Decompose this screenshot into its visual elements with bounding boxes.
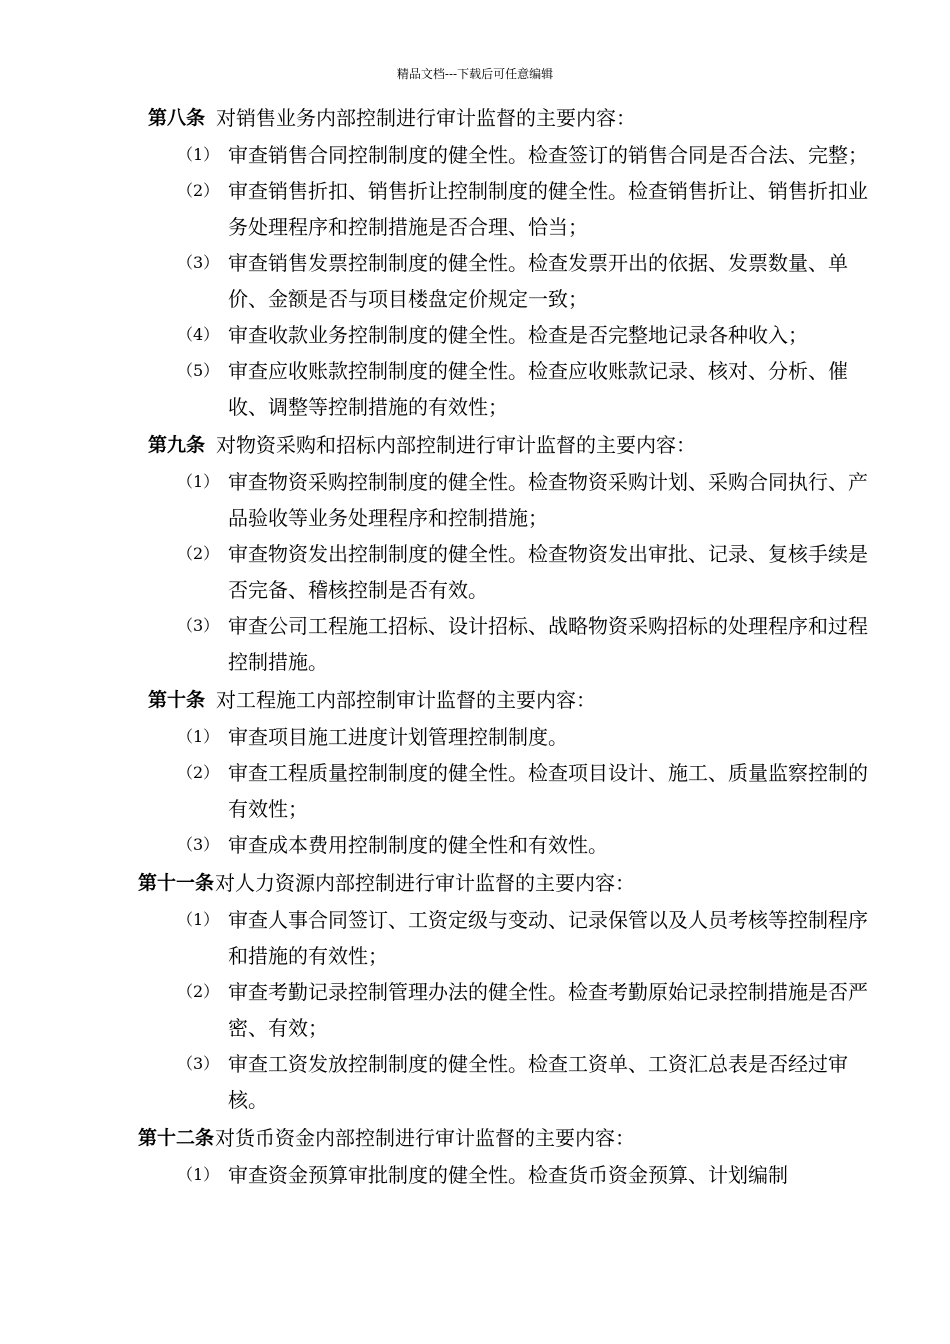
article-label: 第十一条 xyxy=(138,872,215,894)
list-item xyxy=(0,902,950,974)
item-text: 审查销售折扣、销售折让控制制度的健全性。检查销售折让、销售折扣业务处理程序和控制措施是否合理、恰当； xyxy=(228,179,868,239)
article-section xyxy=(0,100,950,425)
item-text: 审查项目施工进度计划管理控制制度。 xyxy=(228,725,568,749)
item-number: （1） xyxy=(177,145,220,164)
list-item xyxy=(0,755,950,827)
item-number: （3） xyxy=(177,253,220,272)
article-heading xyxy=(0,427,950,464)
list-item xyxy=(0,353,950,425)
item-text: 审查销售发票控制制度的健全性。检查发票开出的依据、发票数量、单价、金额是否与项目楼盘定价规定一致； xyxy=(228,251,848,311)
item-text: 审查资金预算审批制度的健全性。检查货币资金预算、计划编制 xyxy=(228,1163,788,1187)
article-label: 第九条 xyxy=(148,434,206,456)
item-text: 审查公司工程施工招标、设计招标、战略物资采购招标的处理程序和过程控制措施。 xyxy=(228,614,868,674)
item-text: 审查销售合同控制制度的健全性。检查签订的销售合同是否合法、完整； xyxy=(228,143,868,167)
article-heading xyxy=(0,865,950,902)
list-item xyxy=(0,1046,950,1118)
article-heading xyxy=(0,100,950,137)
document-body xyxy=(0,98,950,1193)
article-title: 对物资采购和招标内部控制进行审计监督的主要内容： xyxy=(216,433,696,457)
article-title: 对人力资源内部控制进行审计监督的主要内容： xyxy=(215,871,635,895)
list-item xyxy=(0,1157,950,1193)
article-title: 对工程施工内部控制审计监督的主要内容： xyxy=(216,688,596,712)
article-title: 对销售业务内部控制进行审计监督的主要内容： xyxy=(216,106,636,130)
article-title: 对货币资金内部控制进行审计监督的主要内容： xyxy=(215,1126,635,1150)
item-text: 审查应收账款控制制度的健全性。检查应收账款记录、核对、分析、催收、调整等控制措施的有效性； xyxy=(228,359,848,419)
item-text: 审查考勤记录控制管理办法的健全性。检查考勤原始记录控制措施是否严密、有效； xyxy=(228,980,868,1040)
item-number: （2） xyxy=(177,763,220,782)
list-item xyxy=(0,536,950,608)
item-number: （4） xyxy=(177,325,220,344)
item-number: （2） xyxy=(177,181,220,200)
item-text: 审查物资采购控制制度的健全性。检查物资采购计划、采购合同执行、产品验收等业务处理程序和控制措施； xyxy=(228,470,868,530)
item-number: （3） xyxy=(177,1054,220,1073)
item-text: 审查收款业务控制制度的健全性。检查是否完整地记录各种收入； xyxy=(228,323,808,347)
article-section xyxy=(0,865,950,1118)
list-item xyxy=(0,827,950,863)
article-label: 第十二条 xyxy=(138,1127,215,1149)
item-text: 审查成本费用控制制度的健全性和有效性。 xyxy=(228,833,608,857)
article-section xyxy=(0,682,950,863)
article-heading xyxy=(0,682,950,719)
list-item xyxy=(0,608,950,680)
list-item xyxy=(0,173,950,245)
item-number: （1） xyxy=(177,1165,220,1184)
article-label: 第八条 xyxy=(148,107,206,129)
item-number: （1） xyxy=(177,727,220,746)
item-number: （3） xyxy=(177,616,220,635)
item-number: （2） xyxy=(177,982,220,1001)
item-text: 审查工程质量控制制度的健全性。检查项目设计、施工、质量监察控制的有效性； xyxy=(228,761,868,821)
list-item xyxy=(0,719,950,755)
list-item xyxy=(0,137,950,173)
list-item xyxy=(0,974,950,1046)
article-heading xyxy=(0,1120,950,1157)
item-number: （1） xyxy=(177,910,220,929)
list-item xyxy=(0,464,950,536)
article-label: 第十条 xyxy=(148,689,206,711)
article-section xyxy=(0,427,950,680)
item-text: 审查人事合同签订、工资定级与变动、记录保管以及人员考核等控制程序和措施的有效性； xyxy=(228,908,868,968)
page-header: 精品文档---下载后可任意编辑 xyxy=(396,67,554,81)
item-text: 审查物资发出控制制度的健全性。检查物资发出审批、记录、复核手续是否完备、稽核控制是否有效。 xyxy=(228,542,868,602)
list-item xyxy=(0,245,950,317)
list-item xyxy=(0,317,950,353)
item-number: （5） xyxy=(177,361,220,380)
item-number: （3） xyxy=(177,835,220,854)
article-section xyxy=(0,1120,950,1193)
item-number: （2） xyxy=(177,544,220,563)
item-number: （1） xyxy=(177,472,220,491)
item-text: 审查工资发放控制制度的健全性。检查工资单、工资汇总表是否经过审核。 xyxy=(228,1052,848,1112)
